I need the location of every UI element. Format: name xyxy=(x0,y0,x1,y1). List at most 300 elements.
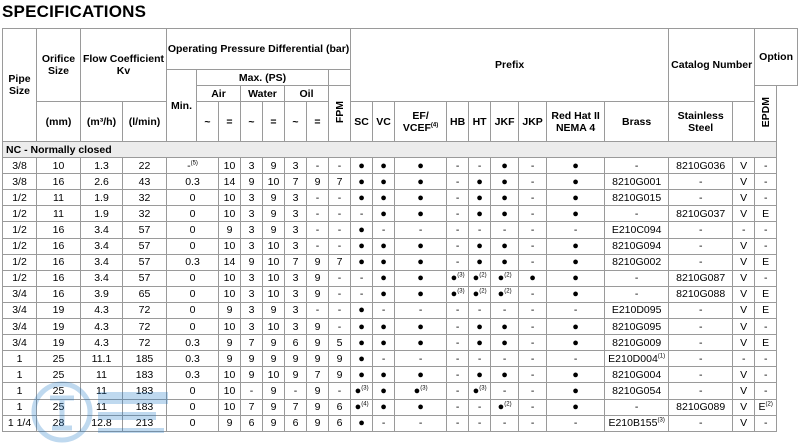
cell-option-epdm: - xyxy=(755,351,777,367)
cell-kv-m3h: 1.9 xyxy=(81,206,123,222)
cell-pipe-size: 3/8 xyxy=(3,158,37,174)
cell-prefix-jkf: ● xyxy=(491,319,519,335)
cell-prefix-ef-vcef: - xyxy=(395,222,447,238)
cell-prefix-jkf: ●$^{(2)}$ xyxy=(491,286,519,302)
cell-prefix-jkp: - xyxy=(519,286,547,302)
cell-water-ac: 10 xyxy=(263,254,285,270)
cell-prefix-ht: ●$^{(3)}$ xyxy=(469,383,491,399)
header-option: Option xyxy=(755,29,798,86)
header-orifice-size: Orifice Size xyxy=(37,29,81,102)
cell-kv-m3h: 4.3 xyxy=(81,335,123,351)
header-prefix: Prefix xyxy=(351,29,669,102)
cell-oil-ac: 9 xyxy=(307,399,329,415)
cell-air-dc: 3 xyxy=(241,302,263,318)
cell-prefix-sc: - xyxy=(351,286,373,302)
header-water: Water xyxy=(241,86,285,102)
cell-catalog-stainless: - xyxy=(669,383,733,399)
cell-air-ac: 10 xyxy=(219,367,241,383)
cell-prefix-red-hat: - xyxy=(547,302,605,318)
cell-kv-m3h: 1.3 xyxy=(81,158,123,174)
cell-prefix-jkp: - xyxy=(519,190,547,206)
cell-orifice-mm: 16 xyxy=(37,238,81,254)
cell-prefix-vc: ● xyxy=(373,190,395,206)
cell-oil-ac: - xyxy=(307,158,329,174)
cell-option-fpm: V xyxy=(733,335,755,351)
cell-option-fpm: - xyxy=(733,222,755,238)
cell-water-ac: 9 xyxy=(263,399,285,415)
cell-option-fpm: V xyxy=(733,190,755,206)
cell-kv-m3h: 2.6 xyxy=(81,174,123,190)
cell-min: 0 xyxy=(167,415,219,431)
cell-oil-ac: - xyxy=(307,238,329,254)
cell-min: 0 xyxy=(167,286,219,302)
cell-kv-lmin: 32 xyxy=(123,190,167,206)
table-row xyxy=(3,367,798,383)
cell-prefix-ht: ● xyxy=(469,238,491,254)
cell-option-fpm: V xyxy=(733,399,755,415)
cell-prefix-ef-vcef: ● xyxy=(395,174,447,190)
header-unit-m3h: (m³/h) xyxy=(81,102,123,142)
cell-prefix-vc: ● xyxy=(373,254,395,270)
cell-orifice-mm: 19 xyxy=(37,302,81,318)
header-red-hat: Red Hat II NEMA 4 xyxy=(547,102,605,142)
cell-prefix-ef-vcef: - xyxy=(395,351,447,367)
cell-oil-ac: - xyxy=(307,206,329,222)
cell-prefix-jkf: ● xyxy=(491,174,519,190)
cell-kv-m3h: 3.4 xyxy=(81,238,123,254)
header-ef-vcef: EF/ VCEF$^{(4)}$ xyxy=(395,102,447,142)
cell-prefix-red-hat: ● xyxy=(547,319,605,335)
cell-air-ac: 10 xyxy=(219,270,241,286)
cell-oil-ac: - xyxy=(307,222,329,238)
cell-prefix-ht: - xyxy=(469,158,491,174)
cell-oil-ac: 9 xyxy=(307,270,329,286)
cell-water-dc: 3 xyxy=(285,190,307,206)
cell-option-fpm: V xyxy=(733,254,755,270)
cell-min: 0 xyxy=(167,206,219,222)
table-row xyxy=(3,286,798,302)
cell-option-epdm: $E^{(2)}$ xyxy=(755,399,777,415)
table-row xyxy=(3,206,798,222)
cell-air-dc: 3 xyxy=(241,206,263,222)
cell-option-fpm: V xyxy=(733,238,755,254)
cell-pipe-size: 1 xyxy=(3,399,37,415)
cell-kv-lmin: 43 xyxy=(123,174,167,190)
cell-min: 0.3 xyxy=(167,254,219,270)
cell-prefix-hb: - xyxy=(447,367,469,383)
cell-oil-dc: - xyxy=(329,270,351,286)
cell-prefix-sc: ● xyxy=(351,254,373,270)
cell-oil-dc: 6 xyxy=(329,399,351,415)
cell-option-epdm: E xyxy=(755,302,777,318)
cell-prefix-hb: - xyxy=(447,399,469,415)
cell-prefix-red-hat: ● xyxy=(547,238,605,254)
cell-pipe-size: 1/2 xyxy=(3,270,37,286)
cell-prefix-red-hat: - xyxy=(547,222,605,238)
cell-prefix-hb: - xyxy=(447,383,469,399)
cell-prefix-sc: ● xyxy=(351,174,373,190)
cell-prefix-jkp: - xyxy=(519,238,547,254)
cell-oil-dc: 9 xyxy=(329,367,351,383)
cell-option-fpm: V xyxy=(733,206,755,222)
cell-option-epdm: - xyxy=(755,383,777,399)
header-min: Min. xyxy=(167,70,197,142)
cell-pipe-size: 1 xyxy=(3,351,37,367)
cell-kv-lmin: 65 xyxy=(123,286,167,302)
cell-kv-m3h: 3.9 xyxy=(81,286,123,302)
cell-prefix-ef-vcef: ● xyxy=(395,286,447,302)
cell-prefix-ht: ● xyxy=(469,174,491,190)
cell-catalog-stainless: 8210G089 xyxy=(669,399,733,415)
cell-prefix-jkp: - xyxy=(519,174,547,190)
cell-prefix-hb: - xyxy=(447,319,469,335)
header-brass: Brass xyxy=(605,102,669,142)
cell-prefix-ht: - xyxy=(469,302,491,318)
cell-prefix-jkf: ● xyxy=(491,238,519,254)
cell-oil-ac: 9 xyxy=(307,351,329,367)
cell-prefix-ef-vcef: - xyxy=(395,415,447,431)
cell-kv-lmin: 57 xyxy=(123,254,167,270)
cell-pipe-size: 1/2 xyxy=(3,222,37,238)
cell-prefix-jkp: - xyxy=(519,158,547,174)
header-operating-pressure: Operating Pressure Differential (bar) xyxy=(167,29,351,70)
cell-option-epdm: - xyxy=(755,174,777,190)
cell-prefix-ef-vcef: ● xyxy=(395,190,447,206)
cell-prefix-vc: - xyxy=(373,415,395,431)
cell-prefix-jkp: - xyxy=(519,351,547,367)
cell-prefix-hb: - xyxy=(447,254,469,270)
cell-orifice-mm: 25 xyxy=(37,399,81,415)
table-row xyxy=(3,222,798,238)
cell-air-ac: 9 xyxy=(219,351,241,367)
cell-water-ac: 10 xyxy=(263,238,285,254)
cell-catalog-brass: 8210G095 xyxy=(605,319,669,335)
cell-air-dc: - xyxy=(241,383,263,399)
cell-prefix-ht: ●$^{(2)}$ xyxy=(469,286,491,302)
cell-water-ac: 9 xyxy=(263,383,285,399)
cell-air-dc: 9 xyxy=(241,351,263,367)
cell-pipe-size: 1 1/4 xyxy=(3,415,37,431)
cell-catalog-brass: 8210G009 xyxy=(605,335,669,351)
cell-oil-dc: 7 xyxy=(329,174,351,190)
cell-air-dc: 7 xyxy=(241,399,263,415)
cell-option-epdm: - xyxy=(755,158,777,174)
cell-option-epdm: - xyxy=(755,190,777,206)
cell-water-dc: 9 xyxy=(285,351,307,367)
cell-prefix-sc: - xyxy=(351,206,373,222)
cell-water-ac: 9 xyxy=(263,415,285,431)
cell-option-fpm: V xyxy=(733,270,755,286)
cell-prefix-ef-vcef: ● xyxy=(395,367,447,383)
cell-air-ac: 14 xyxy=(219,174,241,190)
cell-pipe-size: 3/4 xyxy=(3,286,37,302)
cell-prefix-red-hat: ● xyxy=(547,190,605,206)
cell-kv-m3h: 11.1 xyxy=(81,351,123,367)
cell-water-dc: 6 xyxy=(285,415,307,431)
cell-catalog-stainless: 8210G037 xyxy=(669,206,733,222)
header-catalog-number: Catalog Number xyxy=(669,29,755,102)
cell-orifice-mm: 16 xyxy=(37,222,81,238)
table-row xyxy=(3,351,798,367)
cell-prefix-hb: - xyxy=(447,190,469,206)
cell-pipe-size: 1/2 xyxy=(3,238,37,254)
cell-water-dc: 3 xyxy=(285,319,307,335)
cell-prefix-sc: ●$^{(4)}$ xyxy=(351,399,373,415)
cell-option-epdm: - xyxy=(755,238,777,254)
cell-catalog-stainless: - xyxy=(669,238,733,254)
cell-catalog-brass: 8210G001 xyxy=(605,174,669,190)
cell-kv-lmin: 22 xyxy=(123,158,167,174)
cell-oil-ac: 9 xyxy=(307,415,329,431)
cell-catalog-stainless: 8210G036 xyxy=(669,158,733,174)
cell-water-dc: 9 xyxy=(285,367,307,383)
cell-oil-dc: 7 xyxy=(329,254,351,270)
cell-prefix-vc: ● xyxy=(373,174,395,190)
cell-oil-dc: - xyxy=(329,302,351,318)
cell-pipe-size: 1/2 xyxy=(3,254,37,270)
cell-catalog-brass: 8210G094 xyxy=(605,238,669,254)
table-row xyxy=(3,238,798,254)
cell-prefix-red-hat: ● xyxy=(547,399,605,415)
specifications-table xyxy=(2,28,798,432)
cell-kv-lmin: 72 xyxy=(123,319,167,335)
cell-prefix-red-hat: - xyxy=(547,351,605,367)
table-row xyxy=(3,319,798,335)
header-pipe-size: Pipe Size xyxy=(3,29,37,142)
cell-kv-lmin: 57 xyxy=(123,270,167,286)
cell-catalog-brass: - xyxy=(605,286,669,302)
cell-prefix-jkp: - xyxy=(519,383,547,399)
header-unit-mm: (mm) xyxy=(37,102,81,142)
cell-catalog-brass: - xyxy=(605,158,669,174)
cell-prefix-jkf: ● xyxy=(491,158,519,174)
cell-catalog-stainless: 8210G088 xyxy=(669,286,733,302)
cell-air-dc: 9 xyxy=(241,367,263,383)
cell-prefix-jkf: ● xyxy=(491,254,519,270)
cell-prefix-jkp: - xyxy=(519,222,547,238)
cell-prefix-sc: ● xyxy=(351,415,373,431)
cell-air-ac: 10 xyxy=(219,190,241,206)
cell-option-epdm: - xyxy=(755,222,777,238)
cell-option-epdm: E xyxy=(755,335,777,351)
cell-orifice-mm: 16 xyxy=(37,254,81,270)
cell-orifice-mm: 16 xyxy=(37,270,81,286)
cell-min: 0 xyxy=(167,302,219,318)
cell-catalog-stainless: - xyxy=(669,174,733,190)
cell-kv-lmin: 183 xyxy=(123,399,167,415)
cell-prefix-hb: - xyxy=(447,238,469,254)
cell-oil-ac: - xyxy=(307,190,329,206)
cell-option-fpm: V xyxy=(733,174,755,190)
cell-prefix-jkf: - xyxy=(491,351,519,367)
cell-water-dc: 3 xyxy=(285,238,307,254)
cell-kv-lmin: 57 xyxy=(123,222,167,238)
cell-option-fpm: V xyxy=(733,319,755,335)
cell-kv-lmin: 32 xyxy=(123,206,167,222)
header-max-ps: Max. (PS) xyxy=(197,70,329,86)
cell-kv-lmin: 185 xyxy=(123,351,167,367)
cell-catalog-stainless: - xyxy=(669,335,733,351)
cell-air-dc: 3 xyxy=(241,158,263,174)
cell-prefix-jkf: - xyxy=(491,302,519,318)
header-flow-coefficient: Flow Coefficient Kv xyxy=(81,29,167,102)
cell-water-ac: 9 xyxy=(263,190,285,206)
table-row xyxy=(3,190,798,206)
cell-water-ac: 10 xyxy=(263,319,285,335)
cell-prefix-ef-vcef: - xyxy=(395,302,447,318)
header-fpm: FPM xyxy=(329,86,351,142)
table-row xyxy=(3,302,798,318)
header-air-dc: = xyxy=(219,102,241,142)
cell-catalog-brass: E210B155$^{(3)}$ xyxy=(605,415,669,431)
cell-orifice-mm: 10 xyxy=(37,158,81,174)
cell-min: 0 xyxy=(167,190,219,206)
cell-prefix-jkp: - xyxy=(519,367,547,383)
cell-prefix-jkf: - xyxy=(491,415,519,431)
cell-kv-lmin: 183 xyxy=(123,367,167,383)
cell-pipe-size: 3/4 xyxy=(3,319,37,335)
cell-prefix-hb: - xyxy=(447,158,469,174)
cell-air-ac: 10 xyxy=(219,238,241,254)
cell-min: -$^{(5)}$ xyxy=(167,158,219,174)
cell-air-ac: 14 xyxy=(219,254,241,270)
cell-air-dc: 3 xyxy=(241,270,263,286)
cell-air-dc: 3 xyxy=(241,286,263,302)
cell-prefix-jkf: - xyxy=(491,222,519,238)
cell-prefix-red-hat: ● xyxy=(547,335,605,351)
cell-prefix-sc: ● xyxy=(351,367,373,383)
cell-prefix-hb: ●$^{(3)}$ xyxy=(447,286,469,302)
cell-prefix-jkp: - xyxy=(519,335,547,351)
cell-prefix-ht: ●$^{(2)}$ xyxy=(469,270,491,286)
cell-air-dc: 6 xyxy=(241,415,263,431)
cell-water-dc: 6 xyxy=(285,335,307,351)
cell-water-dc: 3 xyxy=(285,206,307,222)
cell-prefix-ef-vcef: ● xyxy=(395,319,447,335)
cell-prefix-hb: - xyxy=(447,415,469,431)
cell-pipe-size: 1/2 xyxy=(3,190,37,206)
cell-prefix-ht: ● xyxy=(469,206,491,222)
cell-pipe-size: 1 xyxy=(3,383,37,399)
cell-air-ac: 9 xyxy=(219,335,241,351)
cell-prefix-ef-vcef: ● xyxy=(395,335,447,351)
cell-water-ac: 9 xyxy=(263,158,285,174)
cell-prefix-jkf: ●$^{(2)}$ xyxy=(491,270,519,286)
header-vc: VC xyxy=(373,102,395,142)
cell-kv-m3h: 3.4 xyxy=(81,254,123,270)
cell-prefix-hb: - xyxy=(447,174,469,190)
cell-prefix-jkp: - xyxy=(519,302,547,318)
cell-prefix-red-hat: ● xyxy=(547,174,605,190)
cell-prefix-red-hat: ● xyxy=(547,286,605,302)
page-title: SPECIFICATIONS xyxy=(2,2,147,21)
cell-prefix-ht: ● xyxy=(469,190,491,206)
cell-oil-dc: - xyxy=(329,158,351,174)
cell-catalog-stainless: - xyxy=(669,254,733,270)
cell-prefix-vc: - xyxy=(373,222,395,238)
cell-prefix-vc: - xyxy=(373,351,395,367)
cell-oil-dc: 9 xyxy=(329,351,351,367)
cell-air-dc: 3 xyxy=(241,222,263,238)
table-row xyxy=(3,415,798,431)
cell-prefix-jkf: ● xyxy=(491,335,519,351)
cell-oil-dc: - xyxy=(329,206,351,222)
cell-catalog-brass: 8210G015 xyxy=(605,190,669,206)
cell-prefix-vc: - xyxy=(373,302,395,318)
cell-water-dc: 7 xyxy=(285,399,307,415)
cell-pipe-size: 3/8 xyxy=(3,174,37,190)
header-epdm: EPDM xyxy=(755,86,777,142)
cell-kv-m3h: 3.4 xyxy=(81,270,123,286)
cell-kv-m3h: 1.9 xyxy=(81,190,123,206)
header-hb: HB xyxy=(447,102,469,142)
cell-catalog-brass: 8210G002 xyxy=(605,254,669,270)
cell-prefix-jkp: - xyxy=(519,399,547,415)
cell-prefix-sc: - xyxy=(351,270,373,286)
cell-min: 0.3 xyxy=(167,351,219,367)
cell-catalog-brass: - xyxy=(605,399,669,415)
cell-kv-lmin: 183 xyxy=(123,383,167,399)
header-water-dc: = xyxy=(263,102,285,142)
cell-oil-ac: 9 xyxy=(307,254,329,270)
table-row xyxy=(3,399,798,415)
cell-air-dc: 7 xyxy=(241,335,263,351)
cell-oil-ac: 9 xyxy=(307,319,329,335)
cell-prefix-red-hat: ● xyxy=(547,206,605,222)
cell-prefix-ht: - xyxy=(469,222,491,238)
cell-water-dc: 7 xyxy=(285,174,307,190)
cell-prefix-vc: ● xyxy=(373,383,395,399)
table-row xyxy=(3,335,798,351)
cell-prefix-jkp: - xyxy=(519,206,547,222)
cell-prefix-red-hat: ● xyxy=(547,158,605,174)
cell-catalog-stainless: - xyxy=(669,190,733,206)
cell-prefix-hb: - xyxy=(447,351,469,367)
cell-water-ac: 9 xyxy=(263,302,285,318)
cell-orifice-mm: 11 xyxy=(37,206,81,222)
cell-oil-dc: - xyxy=(329,319,351,335)
cell-min: 0 xyxy=(167,238,219,254)
cell-oil-ac: - xyxy=(307,302,329,318)
table-row xyxy=(3,383,798,399)
cell-prefix-vc: ● xyxy=(373,206,395,222)
table-row xyxy=(3,254,798,270)
cell-prefix-hb: - xyxy=(447,302,469,318)
cell-option-epdm: - xyxy=(755,319,777,335)
cell-option-fpm: V xyxy=(733,158,755,174)
cell-prefix-vc: ● xyxy=(373,238,395,254)
cell-option-epdm: E xyxy=(755,206,777,222)
cell-prefix-hb: - xyxy=(447,206,469,222)
cell-prefix-sc: ●$^{(3)}$ xyxy=(351,383,373,399)
cell-oil-ac: 9 xyxy=(307,286,329,302)
cell-orifice-mm: 16 xyxy=(37,286,81,302)
cell-air-ac: 10 xyxy=(219,158,241,174)
cell-option-epdm: E xyxy=(755,286,777,302)
cell-catalog-stainless: - xyxy=(669,222,733,238)
cell-water-ac: 10 xyxy=(263,367,285,383)
cell-prefix-vc: ● xyxy=(373,286,395,302)
cell-prefix-sc: ● xyxy=(351,190,373,206)
cell-air-dc: 3 xyxy=(241,190,263,206)
cell-kv-m3h: 11 xyxy=(81,399,123,415)
cell-catalog-stainless: - xyxy=(669,415,733,431)
cell-prefix-ht: ● xyxy=(469,367,491,383)
cell-kv-lmin: 57 xyxy=(123,238,167,254)
cell-water-dc: 3 xyxy=(285,222,307,238)
cell-air-dc: 3 xyxy=(241,319,263,335)
cell-prefix-ht: - xyxy=(469,399,491,415)
